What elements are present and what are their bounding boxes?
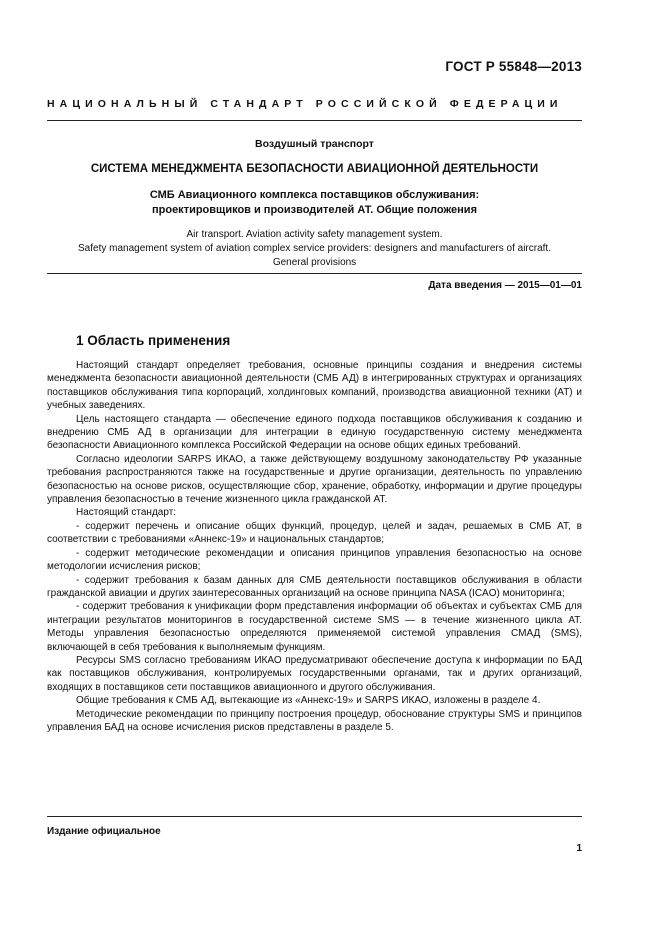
paragraph: Ресурсы SMS согласно требованиям ИКАО предусматривают обеспечение доступа к информации по БАД как поставщиков обслуживания, контролируемых государственными органами, так и других организаций, входящих в поставщиков сети поставщиков авиационного и другого обслуживания. (47, 654, 582, 693)
paragraph: Методические рекомендации по принципу построения процедур, обоснование структуры SMS и принципов управления БАД на основе исчисления рисков представлены в разделе 5. (47, 708, 582, 733)
paragraph: Цель настоящего стандарта — обеспечение единого подхода поставщиков обслуживания к созданию и внедрению СМБ АД в организации для интеграции в единую государственную систему менеджмента безопасности Авиационного комплекса Российской Федерации на основе общих единых требований. (47, 413, 582, 452)
document-code: ГОСТ Р 55848—2013 (445, 59, 582, 74)
subtitle-en-line: General provisions (272, 257, 357, 268)
subtitle-ru-line: СМБ Авиационного комплекса поставщиков обслуживания: (149, 189, 480, 201)
list-item: - содержит требования к базам данных для СМБ деятельности поставщиков обслуживания в области гражданской авиации и других заинтересованных организаций на основе принципа NASA (ICAO) мониторинга; (47, 574, 582, 599)
title-divider (47, 273, 582, 274)
paragraph: Общие требования к СМБ АД, вытекающие из «Аннекс-19» и SARPS ИКАО, изложены в разделе 4. (76, 695, 541, 707)
subtitle-en-line: Safety management system of aviation complex service providers: designers and manufacturers of aircraft. (78, 243, 551, 254)
national-standard-heading: НАЦИОНАЛЬНЫЙ СТАНДАРТ РОССИЙСКОЙ ФЕДЕРАЦИИ (47, 98, 563, 110)
list-item: - содержит требования к унификации форм представления информации об объектах и субъектах СМБ для интеграции результатов мониторингов в государственной системе SMS — в течение жизненного цикла АТ. Методы управления безопасностью определяются применяемой системой управления СМАД (SMS), включающей в себя требования к выполняемым функциям. (47, 601, 582, 653)
main-title: СИСТЕМА МЕНЕДЖМЕНТА БЕЗОПАСНОСТИ АВИАЦИОННОЙ ДЕЯТЕЛЬНОСТИ (90, 163, 539, 175)
subtitle-en (47, 228, 582, 270)
paragraph: Согласно идеологии SARPS ИКАО, а также действующему воздушному законодательству РФ указанные требования распространяются также на государственные и другие организации, деятельность по управлению безопасностью на основе рисков, осуществляющие сбор, хранение, обработку, информации и другие процедуры управления безопасностью в течение жизненного цикла гражданской АТ. (47, 453, 582, 506)
paragraph: Настоящий стандарт определяет требования, основные принципы создания и внедрения системы менеджмента безопасности авиационной деятельности (СМБ АД) в интегрированных структурах и организациях поставщиков обслуживания типа корпораций, холдинговых компаний, производства авиационной техники (АТ) и учебных заведениях. (47, 360, 582, 412)
edition-label: Издание официальное (47, 826, 161, 837)
section-title: 1 Область применения (76, 333, 231, 348)
category-title: Воздушный транспорт (255, 138, 374, 150)
list-item: - содержит методические рекомендации и описания принципов управления безопасностью на основе методологии исчисления рисков; (47, 547, 582, 573)
subtitle-en-line: Air transport. Aviation activity safety management system. (186, 229, 443, 240)
paragraph: Настоящий стандарт: (76, 507, 177, 519)
subtitle-ru (47, 188, 582, 218)
footer-divider (47, 816, 582, 817)
page-number: 1 (576, 843, 582, 854)
effective-date: Дата введения — 2015—01—01 (428, 280, 582, 291)
list-item: - содержит перечень и описание общих функций, процедур, целей и задач, решаемых в СМБ АТ, в соответствии с требованиями «Аннекс-19» и национальных стандартов; (47, 520, 582, 546)
subtitle-ru-line: проектировщиков и производителей АТ. Общие положения (151, 204, 477, 216)
header-divider (47, 120, 582, 121)
section-body (47, 359, 582, 734)
